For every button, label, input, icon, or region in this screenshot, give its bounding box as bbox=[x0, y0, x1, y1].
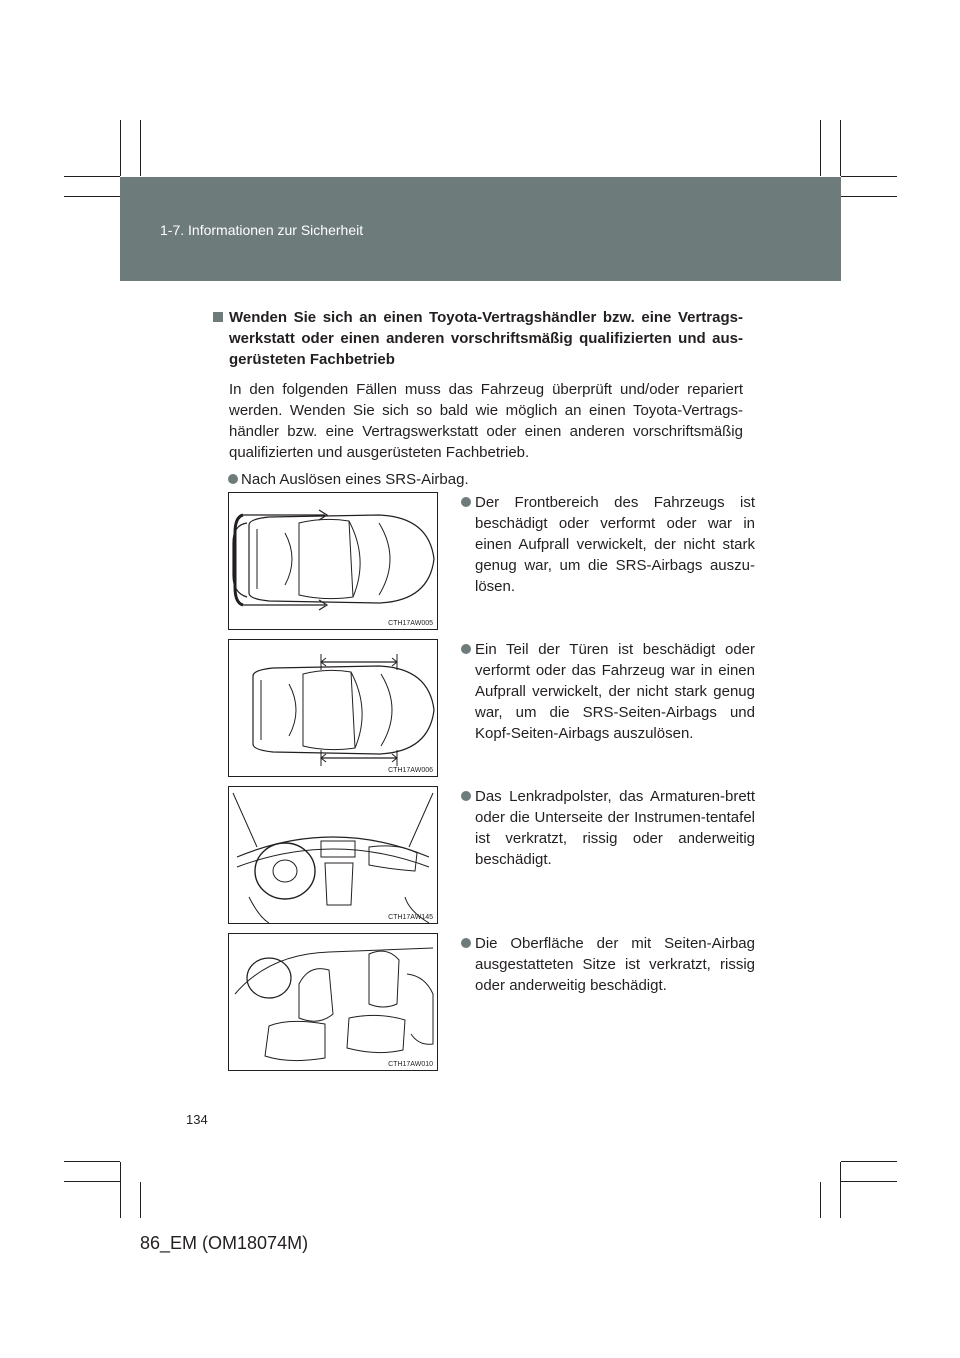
bullet-item bbox=[213, 469, 743, 490]
crop-mark bbox=[840, 1162, 841, 1218]
footer-code: 86_EM (OM18074M) bbox=[140, 1233, 309, 1253]
car-side-damage-illustration bbox=[228, 639, 438, 777]
crop-mark bbox=[120, 1162, 121, 1218]
bullet-item bbox=[461, 492, 755, 597]
page-number: 134 bbox=[186, 1112, 208, 1127]
bullet-text: Die Oberfläche der mit Seiten-Airbag ausgestatteten Sitze ist verkratzt, rissig oder anderweitig beschädigt. bbox=[475, 935, 755, 994]
intro-paragraph: In den folgenden Fällen muss das Fahrzeug überprüft und/oder repariert werden. Wenden Sie sich so bald wie möglich an einen Toyota-Vertrags-händler bzw. eine Vertragswerkstatt oder einen anderen vorschriftsmäßig qualifizierten und ausgerüsteten Fachbetrieb. bbox=[229, 381, 743, 461]
section-title: 1-7. Informationen zur Sicherheit bbox=[160, 222, 364, 238]
bullet-dot-icon bbox=[461, 791, 471, 801]
bullet-item bbox=[461, 933, 755, 996]
crop-mark bbox=[820, 1182, 821, 1218]
crop-mark bbox=[64, 176, 120, 177]
crop-mark bbox=[120, 120, 121, 176]
crop-mark bbox=[64, 1181, 120, 1182]
crop-mark bbox=[841, 1161, 897, 1162]
car-front-damage-illustration bbox=[228, 492, 438, 630]
section-heading bbox=[213, 307, 743, 370]
bullet-text: Ein Teil der Türen ist beschädigt oder verformt oder das Fahrzeug war in einen Aufprall verwickelt, der nicht stark genug war, um die SRS-Seiten-Airbags und Kopf-Seiten-Airbags auszulösen. bbox=[475, 641, 755, 742]
bullet-dot-icon bbox=[461, 938, 471, 948]
crop-mark bbox=[64, 196, 120, 197]
crop-mark bbox=[841, 1181, 897, 1182]
figure-code: CTH17AW145 bbox=[388, 914, 433, 921]
crop-mark bbox=[140, 120, 141, 176]
square-bullet-icon bbox=[213, 312, 223, 322]
crop-mark bbox=[140, 1182, 141, 1218]
car-top-view-icon bbox=[229, 640, 437, 776]
bullet-text: Der Frontbereich des Fahrzeugs ist beschädigt oder verformt oder war in einen Aufprall verwickelt, der nicht stark genug war, um die SRS-Airbags auszu-lösen. bbox=[475, 494, 755, 595]
dashboard-illustration bbox=[228, 786, 438, 924]
dashboard-icon bbox=[229, 787, 437, 923]
figure-code: CTH17AW010 bbox=[388, 1061, 433, 1068]
crop-mark bbox=[841, 176, 897, 177]
heading-text: Wenden Sie sich an einen Toyota-Vertragshändler bzw. eine Vertrags-werkstatt oder einen anderen vorschriftsmäßig qualifizierten und aus-gerüsteten Fachbetrieb bbox=[229, 309, 743, 368]
seats-illustration bbox=[228, 933, 438, 1071]
figure-code: CTH17AW006 bbox=[388, 767, 433, 774]
bullet-text: Nach Auslösen eines SRS-Airbag. bbox=[241, 471, 469, 488]
seat-icon bbox=[229, 934, 437, 1070]
main-content bbox=[213, 307, 743, 490]
bullet-dot-icon bbox=[461, 644, 471, 654]
figure-code: CTH17AW005 bbox=[388, 620, 433, 627]
crop-mark bbox=[841, 196, 897, 197]
bullet-dot-icon bbox=[228, 474, 238, 484]
bullet-dot-icon bbox=[461, 497, 471, 507]
bullet-text: Das Lenkradpolster, das Armaturen-brett oder die Unterseite der Instrumen-tentafel ist verkratzt, rissig oder anderweitig beschädigt. bbox=[475, 788, 755, 868]
crop-mark bbox=[64, 1161, 120, 1162]
bullet-item bbox=[461, 786, 755, 870]
car-top-view-icon bbox=[229, 493, 437, 629]
crop-mark bbox=[840, 120, 841, 176]
crop-mark bbox=[820, 120, 821, 176]
bullet-item bbox=[461, 639, 755, 744]
